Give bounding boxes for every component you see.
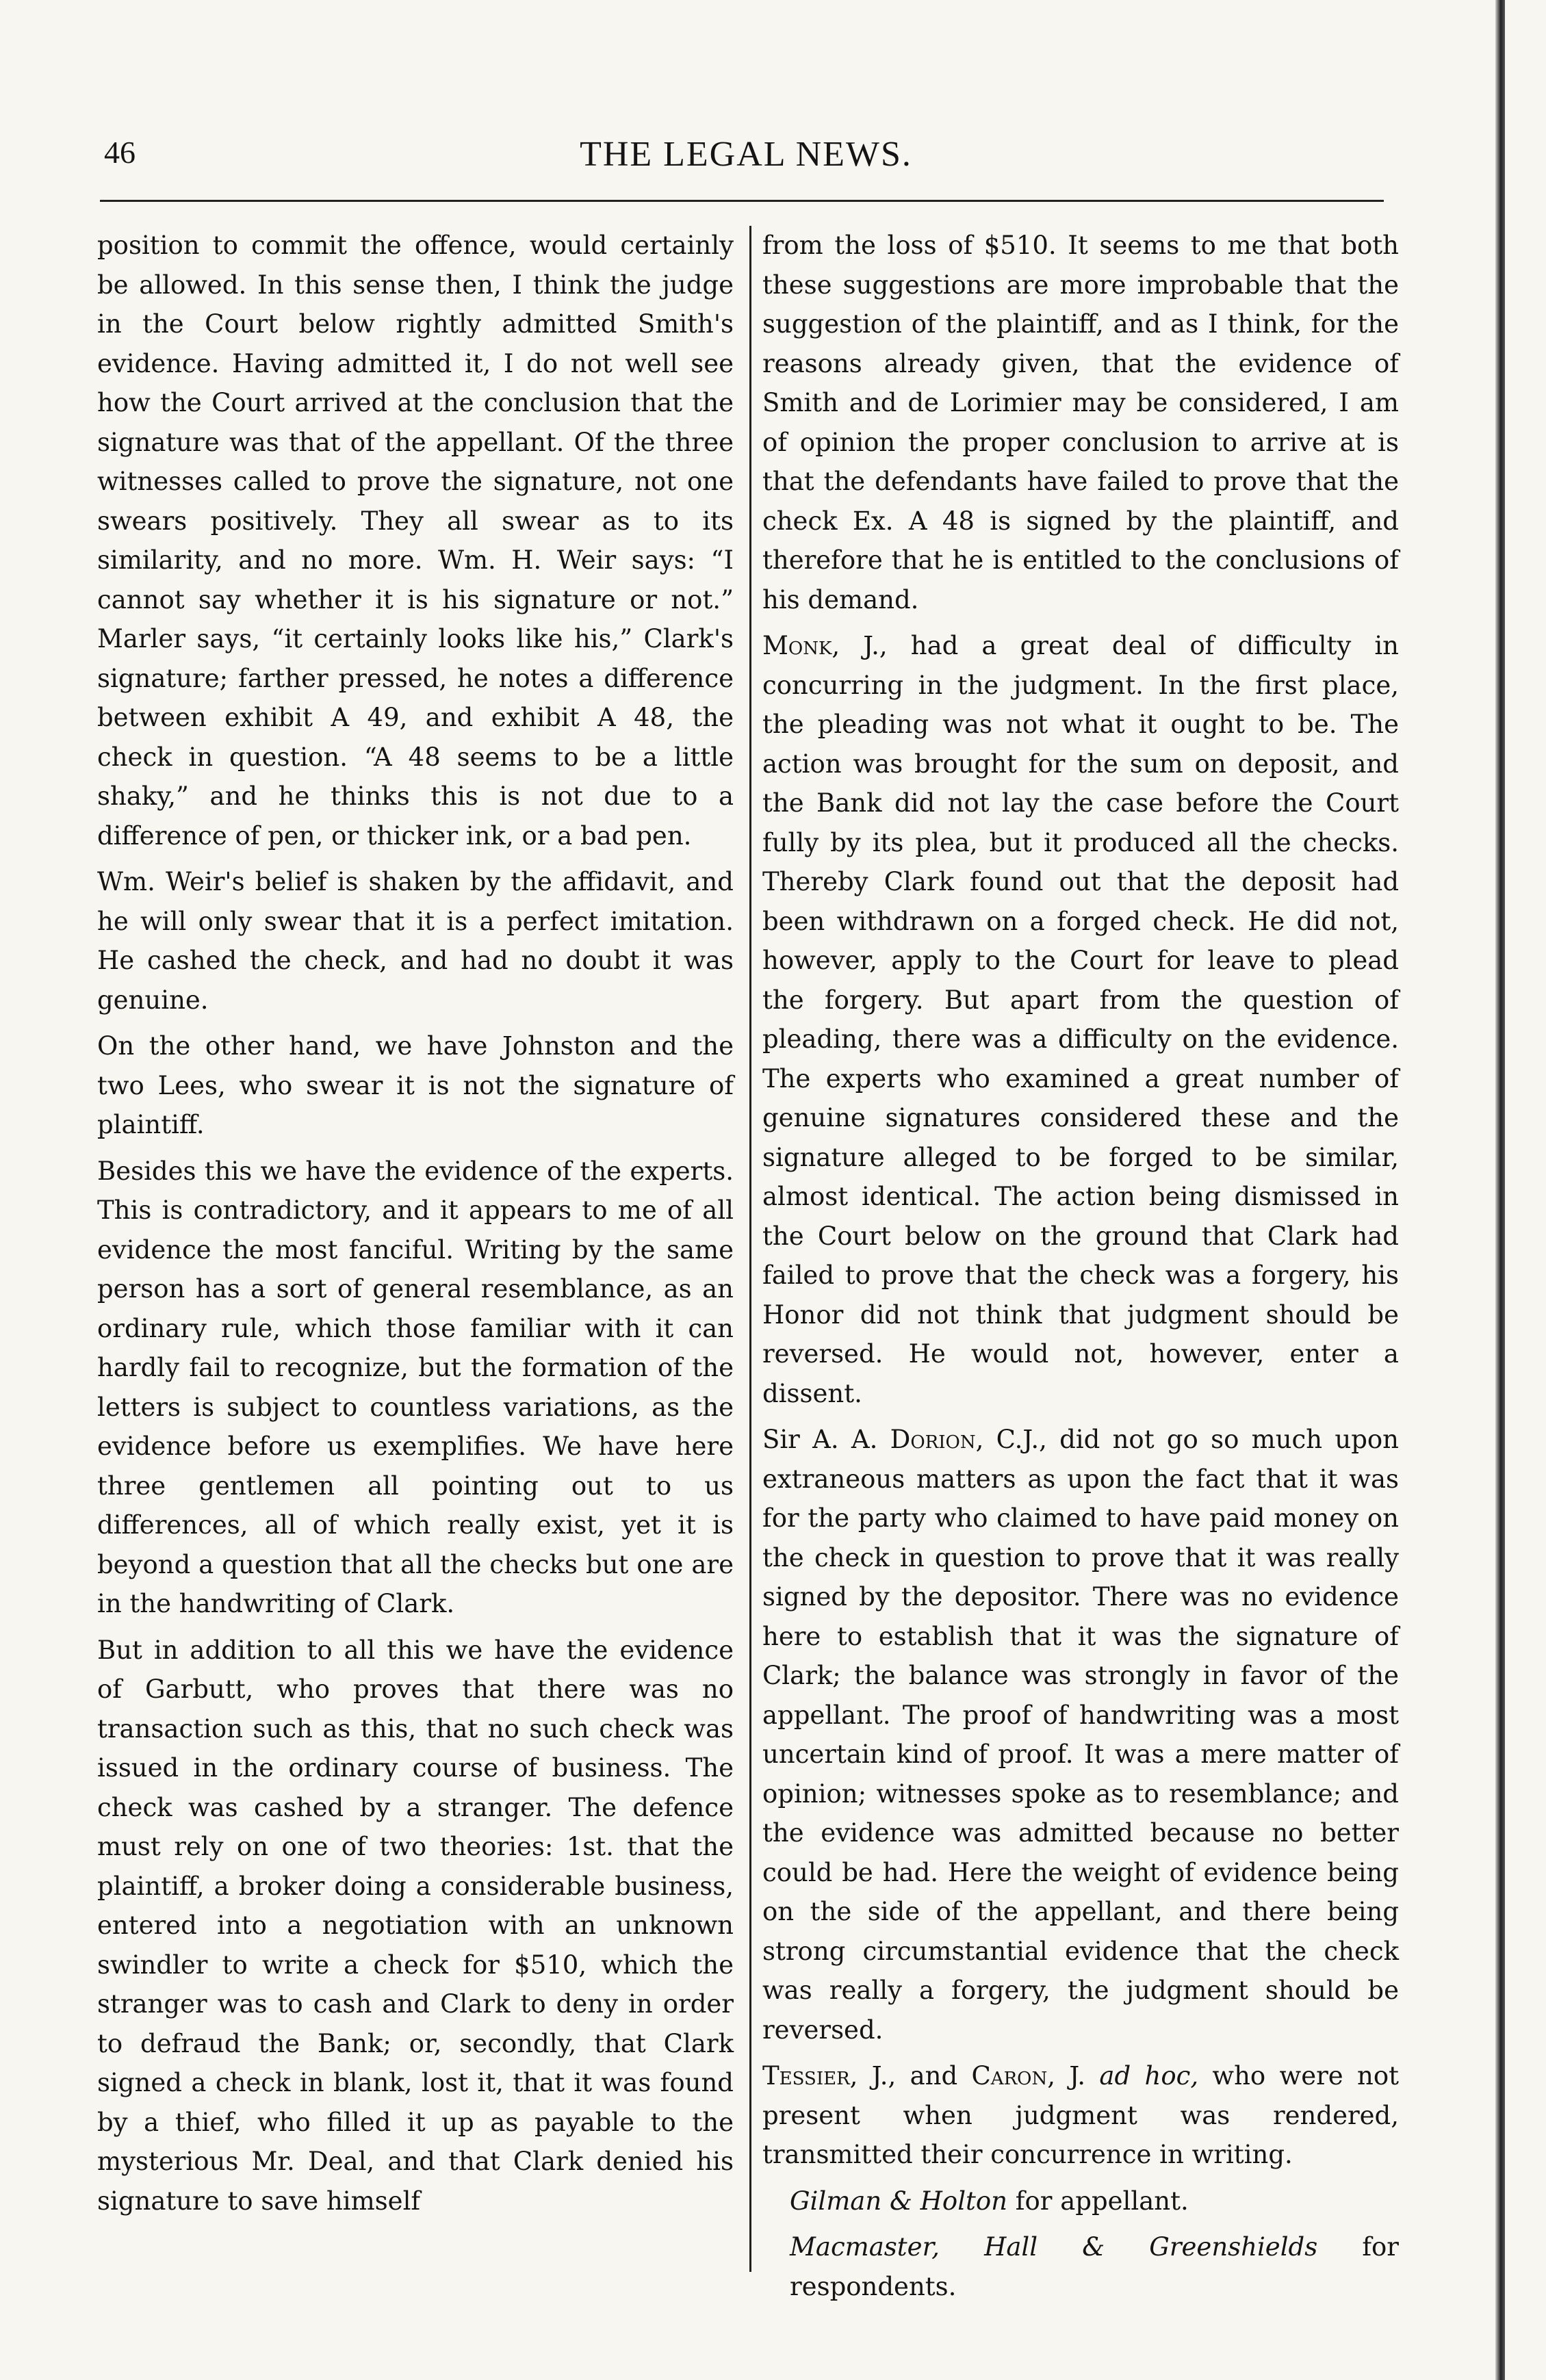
counsel-role: for appellant. <box>1007 2186 1189 2216</box>
text: , J., and <box>849 2061 972 2091</box>
page-number: 46 <box>104 135 136 170</box>
header-rule <box>100 200 1384 202</box>
counsel-name: Gilman & Holton <box>790 2186 1008 2216</box>
paragraph: But in addition to all this we have the evidence of Garbutt, who proves that there was no transaction such as this, that no such check was issued in the ordinary course of business. The check was cashed by a stranger. The defence must rely on one of two theories: 1st. that the plaintiff, a broker doing a considerable business, entered into a negotiation with an unknown swindler to write a check for $510, which the stranger was to cash and Clark to deny in order to defraud the Bank; or, secondly, that Clark signed a check in blank, lost it, that it was found by a thief, who filled it up as payable to the mysterious Mr. Deal, and that Clark denied his signature to save himself <box>97 1635 734 2216</box>
text: who were not present when judgment was rendered, transmitted their concurrence in writing. <box>762 2061 1399 2169</box>
paragraph: position to commit the offence, would certainly be allowed. In this sense then, I think the judge in the Court below rightly admitted Smith's evidence. Having admitted it, I do not well see how the Court arrived at the conclusion that the signature was that of the appellant. Of the three witnesses called to prove the signature, not one swears positively. They all swear as to its similarity, and no more. Wm. H. Weir says: “I cannot say whether it is his signature or not.” Marler says, “it certainly looks like his,” Clark's signature; farther pressed, he notes a difference between exhibit A 49, and exhibit A 48, the check in question. “A 48 seems to be a little shaky,” and he thinks this is not due to a difference of pen, or thicker ink, or a bad pen. <box>97 231 734 851</box>
counsel-name: Macmaster, Hall & Greenshields <box>790 2232 1318 2262</box>
ad-hoc: ad hoc, <box>1099 2061 1199 2091</box>
judge-name: Monk <box>762 631 832 660</box>
opinion-text: , J., had a great deal of difficulty in concurring in the judgment. In the first place, the pleading was not what it ought to be. The action was brought for the sum on deposit, and the Bank did not lay the case before the Court fully by its plea, but it produced all the checks. Thereby Clark found out that the deposit had been withdrawn on a forged check. He did not, however, apply to the Court for leave to plead the forgery. But apart from the question of pleading, there was a difficulty on the evidence. The experts who examined a great number of genuine signatures considered these and the signature alleged to be forged to be similar, almost identical. The action being dismissed in the Court below on the ground that Clark had failed to prove that the check was a forgery, his Honor did not think that judgment should be reversed. He would not, however, enter a dissent. <box>762 631 1399 1408</box>
counsel-respondents <box>762 2227 1399 2306</box>
column-rule <box>749 226 751 2272</box>
counsel-appellant <box>762 2182 1399 2221</box>
running-title: THE LEGAL NEWS. <box>580 135 912 174</box>
monk-opinion <box>762 626 1399 1413</box>
paragraph: Wm. Weir's belief is shaken by the affidavit, and he will only swear that it is a perfect imitation. He cashed the check, and had no doubt it was genuine. <box>97 867 734 1015</box>
opinion-text: , C.J., did not go so much upon extraneous matters as upon the fact that it was for the party who claimed to have paid money on the check in question to prove that it was really signed by the depositor. There was no evidence here to establish that it was the signature of Clark; the balance was strongly in favor of the appellant. The proof of handwriting was a most uncertain kind of proof. It was a mere matter of opinion; witnesses spoke as to resemblance; and the evidence was admitted because no better could be had. Here the weight of evidence being on the side of the appellant, and there being strong circumstantial evidence that the check was really a forgery, the judgment should be reversed. <box>762 1425 1399 2045</box>
judge-name: Caron <box>971 2061 1048 2091</box>
right-column <box>762 226 1399 2313</box>
paragraph: On the other hand, we have Johnston and the two Lees, who swear it is not the signature of plaintiff. <box>97 1031 734 1139</box>
text: , J. <box>1047 2061 1100 2091</box>
concurrence <box>762 2056 1399 2175</box>
page-edge <box>1495 0 1505 2380</box>
left-column <box>97 226 734 2227</box>
paragraph: from the loss of $510. It seems to me that both these suggestions are more improbable that the suggestion of the plaintiff, and as I think, for the reasons already given, that the evidence of Smith and de Lorimier may be considered, I am of opinion the proper conclusion to arrive at is that the defendants have failed to prove that the check Ex. A 48 is signed by the plaintiff, and therefore that he is entitled to the conclusions of his demand. <box>762 231 1399 615</box>
counsel-role: for respondents. <box>790 2232 1399 2301</box>
paragraph: Besides this we have the evidence of the experts. This is contradictory, and it appears to me of all evidence the most fanciful. Writing by the same person has a sort of general resemblance, as an ordinary rule, which those familiar with it can hardly fail to recognize, but the formation of the letters is subject to countless variations, as the evidence before us exemplifies. We have here three gentlemen all pointing out to us differences, all of which really exist, yet it is beyond a question that all the checks but one are in the handwriting of Clark. <box>97 1156 734 1618</box>
judge-name: Tessier <box>762 2061 850 2091</box>
judge-prefix: Sir A. A. <box>762 1425 890 1454</box>
judge-name: Dorion <box>890 1425 976 1454</box>
dorion-opinion <box>762 1420 1399 2049</box>
